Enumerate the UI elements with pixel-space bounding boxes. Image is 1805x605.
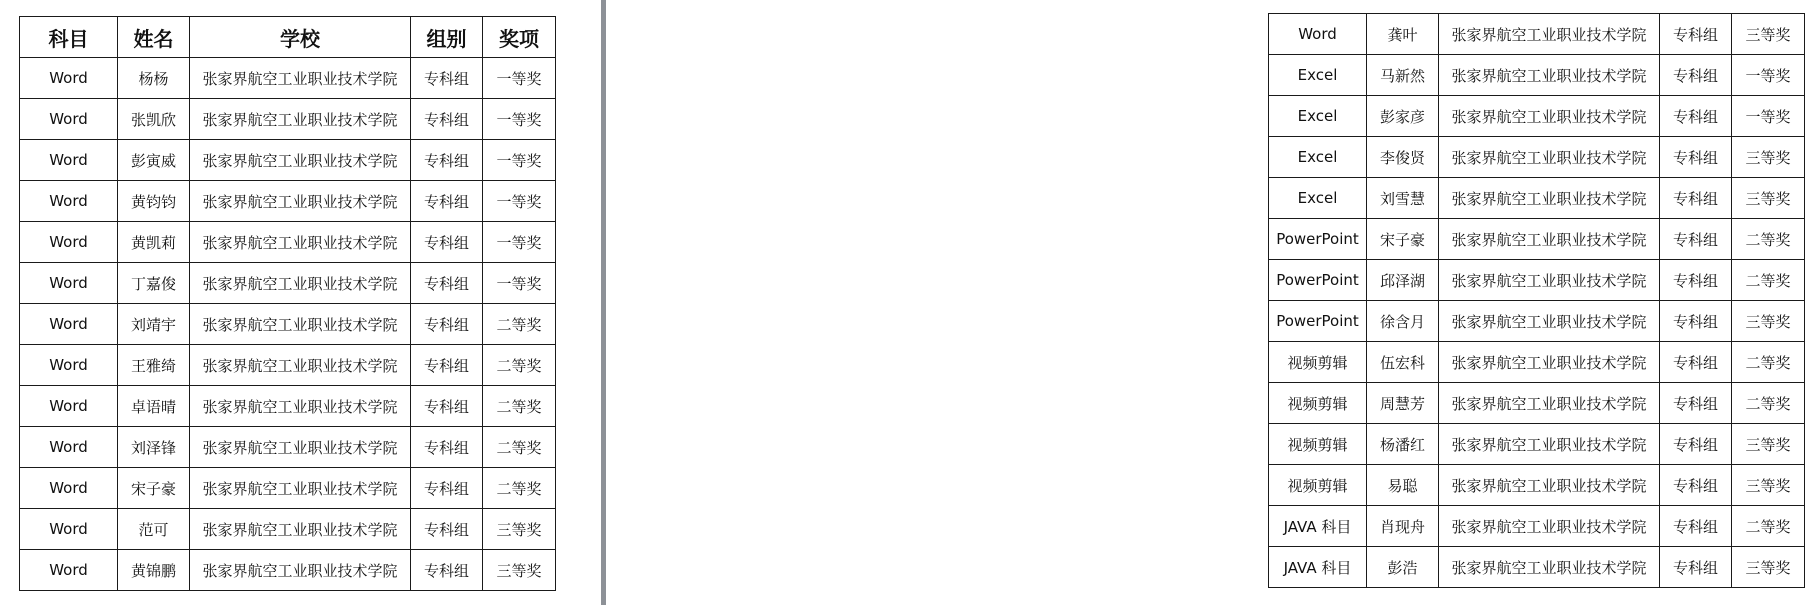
cell-subject: JAVA 科目 [1269,547,1367,588]
cell-school: 张家界航空工业职业技术学院 [190,304,411,345]
cell-name: 宋子豪 [118,468,190,509]
cell-award: 一等奖 [1732,55,1805,96]
cell-award: 二等奖 [483,427,556,468]
cell-subject: Word [20,58,118,99]
cell-school: 张家界航空工业职业技术学院 [1439,547,1660,588]
table-row [20,509,556,550]
cell-group: 专科组 [411,140,483,181]
cell-subject: Word [20,304,118,345]
cell-school: 张家界航空工业职业技术学院 [1439,178,1660,219]
cell-name: 易聪 [1367,465,1439,506]
cell-name: 龚叶 [1367,14,1439,55]
cell-school: 张家界航空工业职业技术学院 [190,181,411,222]
cell-school: 张家界航空工业职业技术学院 [1439,260,1660,301]
cell-subject: Excel [1269,55,1367,96]
table-row [20,304,556,345]
table-row [1269,342,1805,383]
cell-name: 王雅绮 [118,345,190,386]
cell-name: 范可 [118,509,190,550]
header-school: 学校 [190,17,411,58]
cell-subject: Excel [1269,137,1367,178]
cell-school: 张家界航空工业职业技术学院 [190,509,411,550]
cell-award: 二等奖 [483,386,556,427]
cell-school: 张家界航空工业职业技术学院 [1439,383,1660,424]
cell-subject: Word [20,140,118,181]
cell-group: 专科组 [411,304,483,345]
cell-name: 卓语晴 [118,386,190,427]
cell-school: 张家界航空工业职业技术学院 [1439,14,1660,55]
cell-group: 专科组 [1660,96,1732,137]
cell-award: 一等奖 [483,181,556,222]
cell-subject: Word [20,468,118,509]
table-row [20,181,556,222]
table-row [1269,301,1805,342]
cell-subject: PowerPoint [1269,219,1367,260]
cell-subject: Word [20,509,118,550]
cell-group: 专科组 [411,550,483,591]
cell-group: 专科组 [411,181,483,222]
cell-school: 张家界航空工业职业技术学院 [190,427,411,468]
cell-school: 张家界航空工业职业技术学院 [1439,424,1660,465]
table-row [1269,506,1805,547]
cell-school: 张家界航空工业职业技术学院 [1439,506,1660,547]
cell-group: 专科组 [1660,506,1732,547]
cell-group: 专科组 [1660,137,1732,178]
cell-award: 二等奖 [1732,506,1805,547]
table-row [1269,55,1805,96]
cell-group: 专科组 [411,99,483,140]
cell-name: 黄钧钧 [118,181,190,222]
cell-subject: Word [20,222,118,263]
cell-subject: Word [20,263,118,304]
cell-award: 一等奖 [483,222,556,263]
cell-award: 二等奖 [1732,383,1805,424]
cell-school: 张家界航空工业职业技术学院 [190,58,411,99]
document-page-left [0,0,600,605]
cell-school: 张家界航空工业职业技术学院 [1439,96,1660,137]
cell-award: 一等奖 [483,263,556,304]
cell-name: 杨潘红 [1367,424,1439,465]
cell-name: 黄凯莉 [118,222,190,263]
cell-name: 彭寅威 [118,140,190,181]
cell-name: 伍宏科 [1367,342,1439,383]
table-row [20,99,556,140]
table-row [20,468,556,509]
cell-subject: Word [20,427,118,468]
cell-award: 三等奖 [483,550,556,591]
cell-group: 专科组 [411,263,483,304]
cell-name: 马新然 [1367,55,1439,96]
cell-school: 张家界航空工业职业技术学院 [190,99,411,140]
cell-award: 二等奖 [483,304,556,345]
cell-subject: Word [20,386,118,427]
table-row [1269,465,1805,506]
page-divider [601,0,606,605]
table-row [1269,260,1805,301]
cell-award: 三等奖 [1732,14,1805,55]
cell-group: 专科组 [1660,547,1732,588]
cell-award: 三等奖 [1732,465,1805,506]
cell-name: 宋子豪 [1367,219,1439,260]
cell-school: 张家界航空工业职业技术学院 [1439,342,1660,383]
table-row [1269,137,1805,178]
cell-school: 张家界航空工业职业技术学院 [1439,465,1660,506]
cell-subject: 视频剪辑 [1269,383,1367,424]
cell-group: 专科组 [1660,55,1732,96]
cell-award: 三等奖 [1732,424,1805,465]
cell-subject: Word [1269,14,1367,55]
table-row [1269,14,1805,55]
table-row [1269,96,1805,137]
cell-group: 专科组 [411,386,483,427]
cell-award: 三等奖 [483,509,556,550]
cell-award: 一等奖 [1732,96,1805,137]
cell-school: 张家界航空工业职业技术学院 [190,263,411,304]
cell-name: 彭浩 [1367,547,1439,588]
cell-award: 二等奖 [483,468,556,509]
cell-school: 张家界航空工业职业技术学院 [190,386,411,427]
cell-group: 专科组 [411,509,483,550]
document-page-right [608,0,1791,605]
cell-group: 专科组 [411,427,483,468]
cell-group: 专科组 [1660,178,1732,219]
cell-subject: 视频剪辑 [1269,342,1367,383]
cell-school: 张家界航空工业职业技术学院 [190,140,411,181]
cell-group: 专科组 [411,345,483,386]
cell-school: 张家界航空工业职业技术学院 [1439,55,1660,96]
cell-school: 张家界航空工业职业技术学院 [1439,301,1660,342]
header-award: 奖项 [483,17,556,58]
header-group: 组别 [411,17,483,58]
cell-name: 邱泽湖 [1367,260,1439,301]
table-row [20,263,556,304]
cell-award: 二等奖 [1732,260,1805,301]
cell-name: 张凯欣 [118,99,190,140]
table-row [20,140,556,181]
cell-name: 周慧芳 [1367,383,1439,424]
cell-subject: PowerPoint [1269,301,1367,342]
cell-subject: PowerPoint [1269,260,1367,301]
cell-award: 三等奖 [1732,178,1805,219]
table-row [1269,178,1805,219]
cell-subject: 视频剪辑 [1269,424,1367,465]
table-row [20,222,556,263]
cell-group: 专科组 [411,58,483,99]
cell-group: 专科组 [1660,301,1732,342]
cell-subject: Excel [1269,96,1367,137]
cell-school: 张家界航空工业职业技术学院 [1439,137,1660,178]
cell-award: 三等奖 [1732,137,1805,178]
cell-name: 丁嘉俊 [118,263,190,304]
table-row [20,345,556,386]
table-row [20,550,556,591]
cell-school: 张家界航空工业职业技术学院 [190,468,411,509]
table-row [1269,547,1805,588]
cell-subject: Word [20,181,118,222]
cell-name: 刘泽锋 [118,427,190,468]
table-row [20,386,556,427]
cell-school: 张家界航空工业职业技术学院 [1439,219,1660,260]
cell-group: 专科组 [1660,383,1732,424]
cell-school: 张家界航空工业职业技术学院 [190,345,411,386]
cell-subject: Word [20,345,118,386]
cell-group: 专科组 [1660,465,1732,506]
table-row [1269,424,1805,465]
cell-award: 一等奖 [483,140,556,181]
cell-name: 李俊贤 [1367,137,1439,178]
cell-name: 黄锦鹏 [118,550,190,591]
cell-group: 专科组 [1660,424,1732,465]
cell-award: 三等奖 [1732,301,1805,342]
table-row [1269,383,1805,424]
cell-group: 专科组 [1660,342,1732,383]
cell-subject: Word [20,550,118,591]
awards-table-right [1268,13,1805,588]
cell-subject: JAVA 科目 [1269,506,1367,547]
cell-group: 专科组 [411,468,483,509]
header-name: 姓名 [118,17,190,58]
cell-award: 一等奖 [483,99,556,140]
cell-award: 一等奖 [483,58,556,99]
cell-group: 专科组 [1660,219,1732,260]
cell-name: 彭家彦 [1367,96,1439,137]
cell-award: 二等奖 [1732,342,1805,383]
cell-name: 杨杨 [118,58,190,99]
cell-subject: 视频剪辑 [1269,465,1367,506]
cell-subject: Excel [1269,178,1367,219]
awards-table-left [19,16,556,591]
cell-name: 刘雪慧 [1367,178,1439,219]
table-row [20,58,556,99]
header-subject: 科目 [20,17,118,58]
cell-group: 专科组 [1660,14,1732,55]
cell-school: 张家界航空工业职业技术学院 [190,222,411,263]
cell-group: 专科组 [411,222,483,263]
cell-name: 肖现舟 [1367,506,1439,547]
table-header-row [20,17,556,58]
table-row [20,427,556,468]
cell-school: 张家界航空工业职业技术学院 [190,550,411,591]
cell-subject: Word [20,99,118,140]
table-row [1269,219,1805,260]
cell-award: 二等奖 [483,345,556,386]
cell-group: 专科组 [1660,260,1732,301]
cell-award: 三等奖 [1732,547,1805,588]
cell-name: 刘靖宇 [118,304,190,345]
cell-name: 徐含月 [1367,301,1439,342]
cell-award: 二等奖 [1732,219,1805,260]
